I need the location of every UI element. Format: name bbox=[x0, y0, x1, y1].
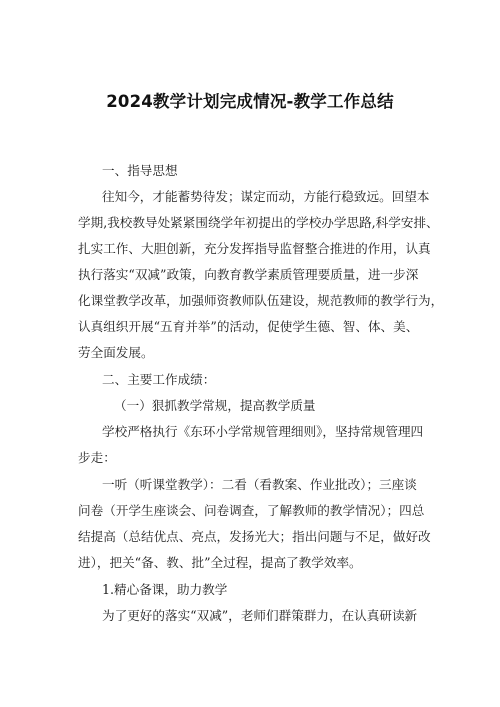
paragraph-line: 劳全面发展。 bbox=[78, 345, 154, 360]
subsection-heading-lesson-prep: 1.精心备课，助力教学 bbox=[102, 582, 228, 597]
paragraph-line: 学期,我校教导处紧紧围绕学年初提出的学校办学思路,科学安排、 bbox=[78, 215, 439, 230]
paragraph-line: 步走： bbox=[78, 450, 116, 465]
document-title: 2024教学计划完成情况-教学工作总结 bbox=[106, 92, 394, 111]
section-heading-main-achievements: 二、主要工作成绩： bbox=[102, 372, 216, 387]
section-heading-guiding-thought: 一、指导思想 bbox=[102, 163, 178, 178]
paragraph-line: 化课堂教学改革，加强师资教师队伍建设，规范教师的教学行为， bbox=[78, 293, 444, 308]
paragraph-line: 结提高（总结优点、亮点，发扬光大；指出问题与不足，做好改 bbox=[78, 529, 431, 544]
paragraph-line: 扎实工作、大胆创新，充分发挥指导监督整合推进的作用，认真 bbox=[78, 241, 431, 256]
paragraph-line: 认真组织开展“五育并举”的活动，促使学生德、智、体、美、 bbox=[78, 319, 419, 334]
subsection-heading-teaching-routine: （一）狠抓教学常规，提高教学质量 bbox=[114, 398, 316, 413]
paragraph-line: 为了更好的落实“双减”，老师们群策群力，在认真研读新 bbox=[102, 608, 418, 623]
paragraph-line: 问卷（开学生座谈会、问卷调查，了解教师的教学情况）；四总 bbox=[78, 503, 425, 518]
paragraph-line: 一听（听课堂教学）：二看（看教案、作业批改）；三座谈 bbox=[102, 477, 417, 492]
paragraph-line: 进），把关“备、教、批”全过程，提高了教学效率。 bbox=[78, 555, 362, 570]
paragraph-line: 往知今，才能蓄势待发；谋定而动，方能行稳致远。回望本 bbox=[102, 189, 430, 204]
paragraph-line: 学校严格执行《东环小学常规管理细则》，坚持常规管理四 bbox=[102, 424, 424, 439]
paragraph-line: 执行落实“双减”政策，向教育教学素质管理要质量，进一步深 bbox=[78, 267, 419, 282]
